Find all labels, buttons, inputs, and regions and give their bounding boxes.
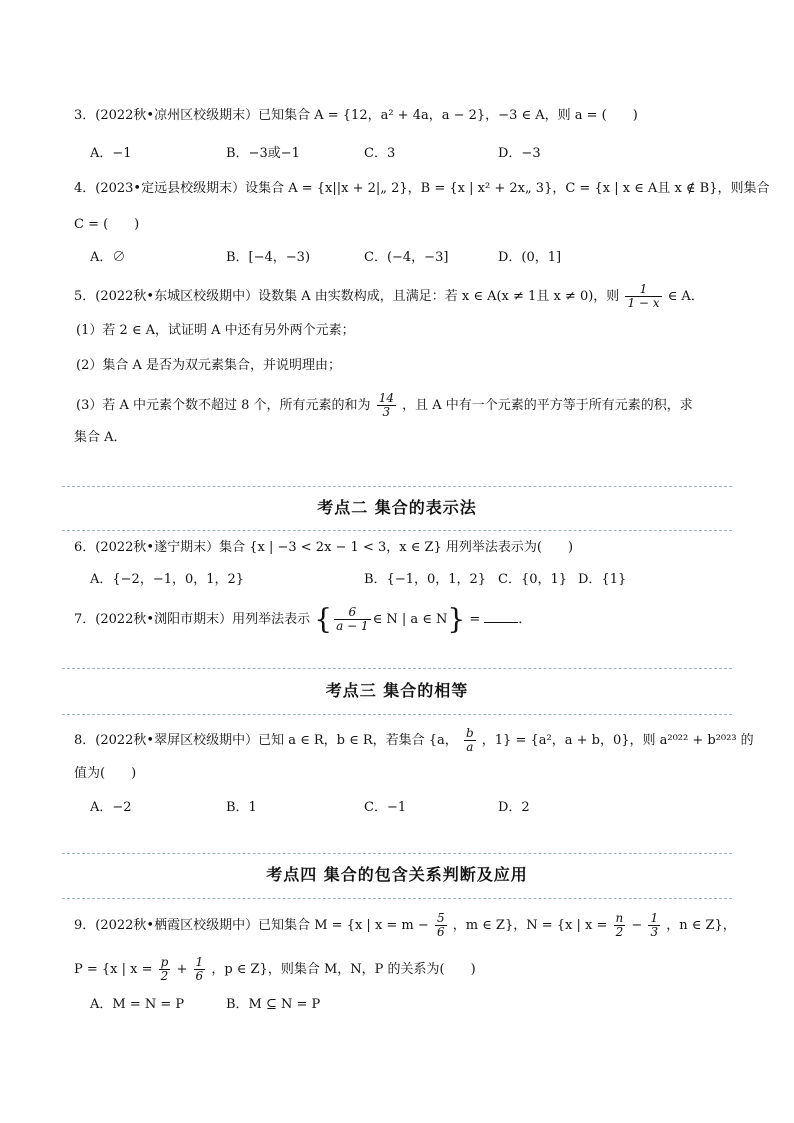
q8-option-a: A．−2: [90, 800, 132, 815]
q5-part-3-fraction: $\frac{14}{3}$: [378, 391, 394, 419]
q9-stem-line-2: P = {x | x = $\frac{p}{2}$ + $\frac{1}{6}$ ，p ∈ Z}，则集合 M，N，P 的关系为( ): [74, 955, 476, 983]
q6-option-d: D．{1}: [578, 572, 627, 587]
q6-option-a: A．{−2，−1，0，1，2}: [90, 572, 245, 587]
section-title-4: 考点四 集合的包含关系判断及应用: [266, 865, 528, 884]
q5-part-2: (2）集合 A 是否为双元素集合，并说明理由；: [76, 358, 341, 373]
q3-stem: 3．(2022秋•凉州区校级期末）已知集合 A = {12，a² + 4a，a − 2}，−3 ∈ A，则 a = ( ): [74, 108, 638, 123]
q4-stem-continued: C = ( ): [74, 217, 140, 232]
q8-stem: 8．(2022秋•翠屏区校级期中）已知 a ∈ R，b ∈ R，若集合 {a， $\frac{b}{a}$ ，1} = {a²，a + b，0}，则 a²⁰²² + b²⁰²³ 的: [74, 726, 754, 754]
q8-option-d: D．2: [498, 800, 530, 815]
q6-stem: 6．(2022秋•遂宁期末）集合 {x | −3 < 2x − 1 < 3，x ∈ Z} 用列举法表示为( ): [74, 540, 574, 555]
q5-fraction: $\frac{1}{1 - x}$: [627, 282, 660, 310]
q3-option-c: C．3: [364, 146, 396, 161]
q3-option-a: A．−1: [90, 146, 132, 161]
section-title-3: 考点三 集合的相等: [325, 681, 469, 700]
q7-stem: 7．(2022秋•浏阳市期末）用列举法表示 { $\frac{6}{a - 1}$ ∈ N | a ∈ N} = ．: [74, 602, 532, 636]
section-divider: [62, 486, 732, 487]
q9-stem: 9．(2022秋•栖霞区校级期中）已知集合 M = {x | x = m − $\frac{5}{6}$ ，m ∈ Z}，N = {x | x = $\frac{n}{2}$ − $\frac{1}{3}$ ，n ∈ Z}，: [74, 911, 736, 939]
q8-option-b: B．1: [226, 800, 257, 815]
q7-fraction: $\frac{6}{a - 1}$: [336, 605, 369, 633]
q5-part-3-continued: 集合 A．: [74, 430, 127, 445]
section-divider: [62, 853, 732, 854]
answer-blank: [484, 608, 518, 623]
q4-option-d: D．(0，1]: [498, 250, 562, 265]
q8-option-c: C．−1: [364, 800, 407, 815]
q6-option-b: B．{−1，0，1，2}: [364, 572, 487, 587]
q3-option-d: D．−3: [498, 146, 541, 161]
q5-part-1: (1）若 2 ∈ A，试证明 A 中还有另外两个元素；: [76, 323, 355, 338]
q4-stem: 4．(2023•定远县校级期末）设集合 A = {x||x + 2|„ 2}，B = {x | x² + 2x„ 3}，C = {x | x ∈ A且 x ∉ B}，则集合: [74, 181, 770, 196]
q8-stem-continued: 值为( ): [74, 766, 137, 781]
q8-fraction: $\frac{b}{a}$: [465, 726, 474, 754]
q5-stem-tail: ∈ A．: [667, 289, 704, 304]
q4-option-b: B．[−4，−3): [226, 250, 311, 265]
q5-stem-text: 5．(2022秋•东城区校级期中）设数集 A 由实数构成，且满足：若 x ∈ A(x ≠ 1且 x ≠ 0)，则: [74, 289, 620, 304]
section-divider: [62, 530, 732, 531]
q5-stem: [74, 283, 704, 310]
q4-option-a: A．∅: [90, 250, 126, 265]
q5-part-3: (3）若 A 中元素个数不超过 8 个，所有元素的和为 $\frac{14}{3}$ ，且 A 中有一个元素的平方等于所有元素的积，求: [76, 391, 693, 419]
q9-option-a: A．M = N = P: [90, 997, 185, 1012]
section-divider: [62, 898, 732, 899]
q3-option-b: B．−3或−1: [226, 146, 300, 161]
q9-option-b: B．M ⊆ N = P: [226, 997, 321, 1012]
section-title-2: 考点二 集合的表示法: [317, 498, 477, 517]
q6-option-c: C．{0，1}: [498, 572, 568, 587]
section-divider: [62, 668, 732, 669]
q4-option-c: C．(−4，−3]: [364, 250, 449, 265]
section-divider: [62, 714, 732, 715]
